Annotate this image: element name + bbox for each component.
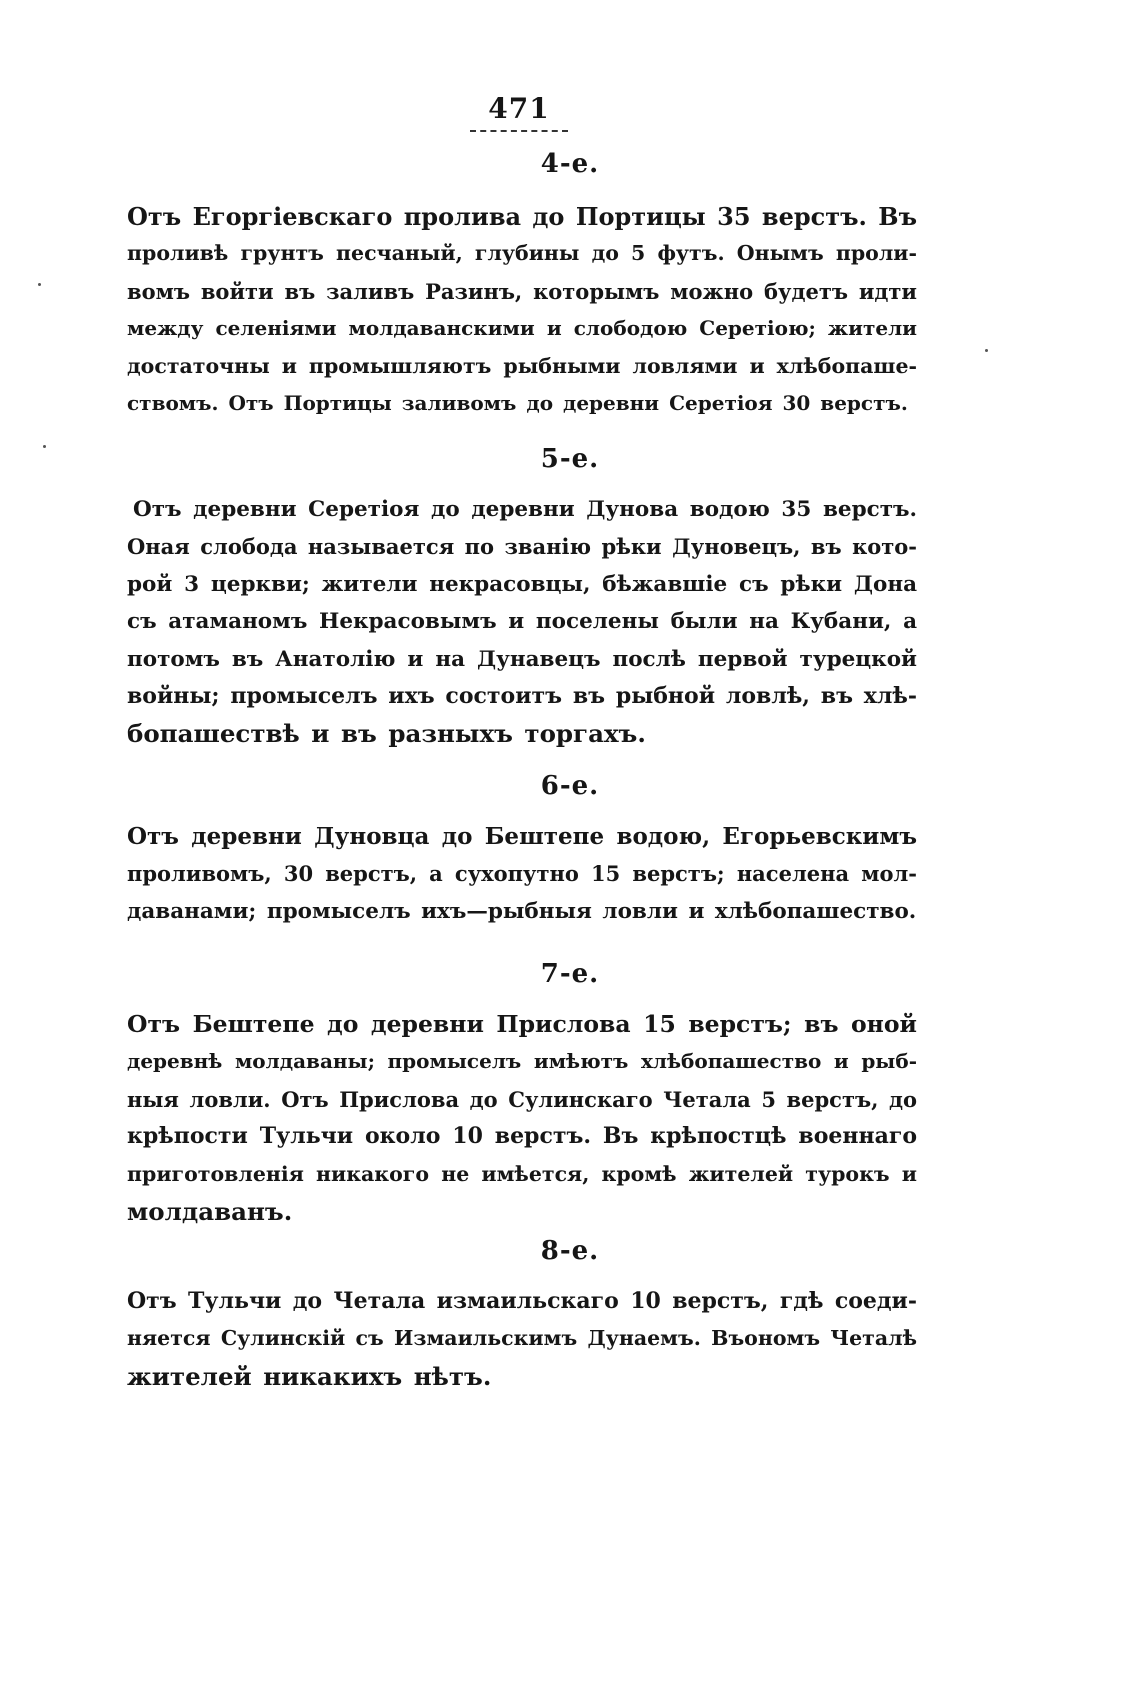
text-line: крѣпости Тульчи около 10 верстъ. Въ крѣпостцѣ военнаго bbox=[127, 1123, 917, 1150]
page-number: 471 bbox=[488, 92, 550, 125]
text-line: потомъ въ Анатолію и на Дунавецъ послѣ первой турецкой bbox=[127, 646, 917, 672]
text-line: приготовленія никакого не имѣется, кромѣ жителей турокъ и bbox=[127, 1161, 917, 1186]
text-line: между селеніями молдаванскими и слободою Серетіою; жители bbox=[127, 316, 917, 341]
section-heading: 4-е. bbox=[540, 149, 600, 179]
scan-speck bbox=[43, 445, 46, 448]
section-paragraph bbox=[127, 198, 917, 422]
text-line: Отъ деревни Дуновца до Бештепе водою, Егорьевскимъ bbox=[127, 823, 917, 850]
text-line: войны; промыселъ ихъ состоитъ въ рыбной ловлѣ, въ хлѣ- bbox=[127, 683, 917, 710]
text-line: жителей никакихъ нѣтъ. bbox=[127, 1361, 492, 1391]
text-line: молдаванъ. bbox=[127, 1197, 293, 1227]
section-heading: 7-е. bbox=[540, 959, 600, 989]
text-line: съ атаманомъ Некрасовымъ и поселены были на Кубани, а bbox=[127, 609, 917, 635]
scan-speck bbox=[38, 283, 41, 286]
scan-speck bbox=[985, 349, 988, 352]
text-line: Отъ деревни Серетіоя до деревни Дунова водою 35 верстъ. bbox=[133, 497, 917, 522]
text-line: Оная слобода называется по званію рѣки Дуновецъ, въ кото- bbox=[127, 534, 917, 560]
text-line: Отъ Егоргіевскаго пролива до Портицы 35 верстъ. Въ bbox=[127, 202, 917, 231]
section-heading: 6-е. bbox=[540, 771, 600, 801]
section-paragraph bbox=[127, 818, 917, 930]
text-line: даванами; промыселъ ихъ—рыбныя ловли и хлѣбопашество. bbox=[127, 898, 917, 924]
text-line: проливѣ грунтъ песчаный, глубины до 5 футъ. Онымъ проли- bbox=[127, 241, 917, 266]
section-heading: 5-е. bbox=[540, 444, 600, 474]
text-line: проливомъ, 30 верстъ, а сухопутно 15 верстъ; населена мол- bbox=[127, 861, 917, 887]
section-paragraph bbox=[127, 491, 917, 753]
text-line: вомъ войти въ заливъ Разинъ, которымъ можно будетъ идти bbox=[127, 278, 917, 304]
section-paragraph bbox=[127, 1283, 917, 1395]
section-heading: 8-е. bbox=[540, 1236, 600, 1266]
text-line: ствомъ. Отъ Портицы заливомъ до деревни Серетіоя 30 верстъ. bbox=[127, 391, 908, 416]
text-line: бопашествѣ и въ разныхъ торгахъ. bbox=[127, 719, 646, 749]
text-line: ныя ловли. Отъ Прислова до Сулинскаго Четала 5 верстъ, до bbox=[127, 1086, 917, 1112]
text-line: деревнѣ молдаваны; промыселъ имѣютъ хлѣбопашество и рыб- bbox=[127, 1049, 917, 1074]
text-line: няется Сулинскій съ Измаильскимъ Дунаемъ. Въономъ Четалѣ bbox=[127, 1326, 917, 1351]
text-line: рой 3 церкви; жители некрасовцы, бѣжавшіе съ рѣки Дона bbox=[127, 571, 917, 597]
text-line: Отъ Бештепе до деревни Прислова 15 верстъ; въ оной bbox=[127, 1010, 917, 1038]
section-paragraph bbox=[127, 1006, 917, 1230]
text-line: Отъ Тульчи до Четала измаильскаго 10 верстъ, гдѣ соеди- bbox=[127, 1288, 917, 1314]
text-line: достаточны и промышляютъ рыбными ловлями и хлѣбопаше- bbox=[127, 353, 917, 378]
page-number-rule bbox=[470, 130, 568, 132]
